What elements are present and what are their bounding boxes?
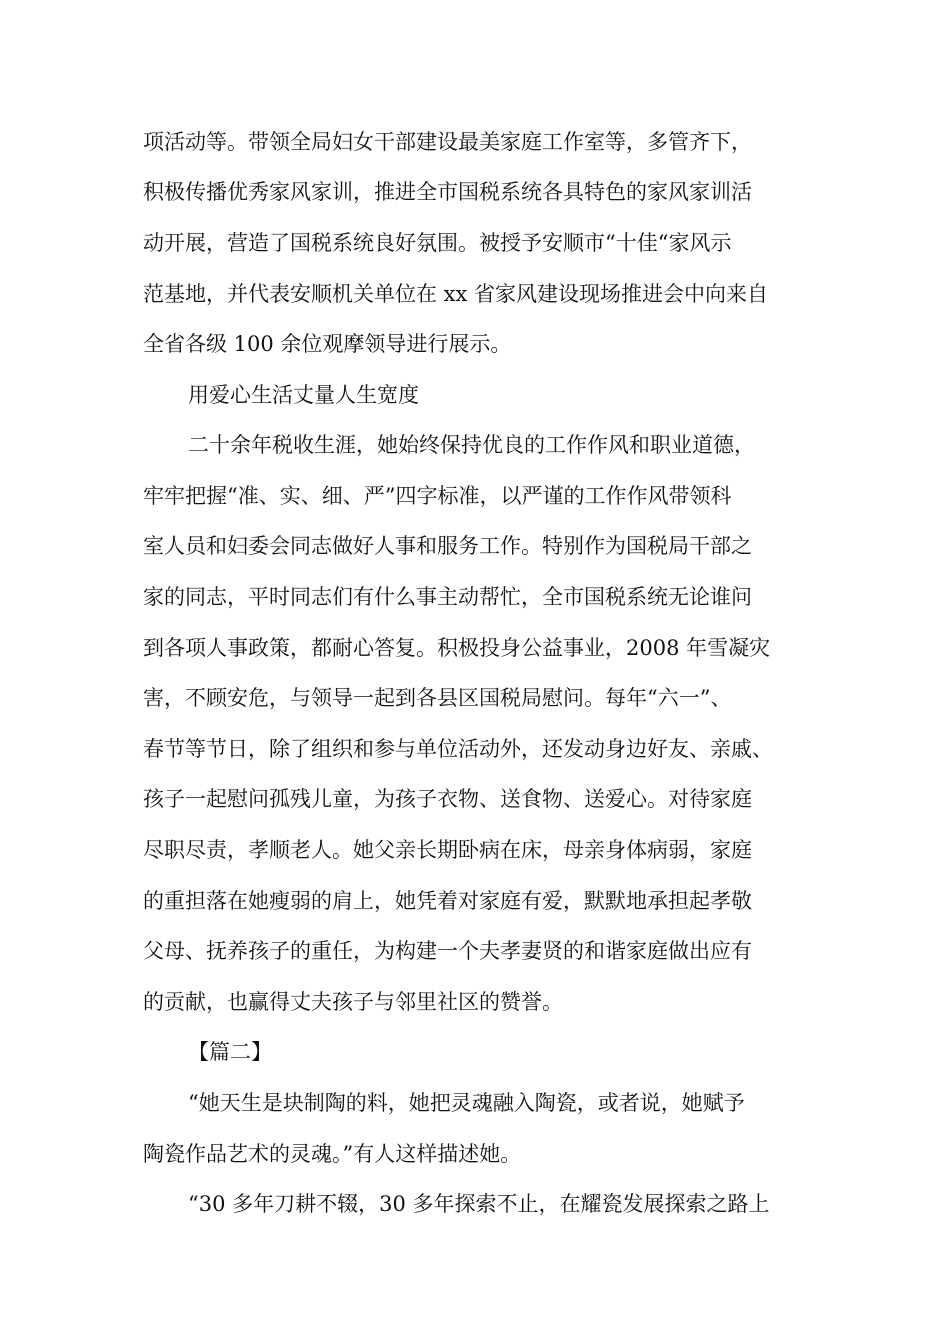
paragraph-line: 家的同志，平时同志们有什么事主动帮忙，全市国税系统无论谁问 (143, 585, 752, 609)
paragraph-line: 全省各级 100 余位观摩领导进行展示。 (143, 332, 512, 356)
paragraph-line: 牢牢把握“准、实、细、严”四字标准，以严谨的工作作风带领科 (143, 484, 732, 508)
paragraph-line: 尽职尽责，孝顺老人。她父亲长期卧病在床，母亲身体病弱，家庭 (143, 838, 752, 862)
section-heading: 用爱心生活丈量人生宽度 (188, 383, 419, 407)
paragraph-line: 害，不顾安危，与领导一起到各县区国税局慰问。每年“六一”、 (143, 686, 732, 710)
paragraph-line: “30 多年刀耕不辍，30 多年探索不止，在耀瓷发展探索之路上 (188, 1192, 770, 1216)
paragraph-line: 动开展，营造了国税系统良好氛围。被授予安顺市“十佳“家风示 (143, 231, 732, 255)
paragraph-line: “她天生是块制陶的料，她把灵魂融入陶瓷，或者说，她赋予 (188, 1091, 745, 1115)
paragraph-line: 积极传播优秀家风家训，推进全市国税系统各具特色的家风家训活 (143, 180, 752, 204)
paragraph-line: 项活动等。带领全局妇女干部建设最美家庭工作室等，多管齐下， (143, 130, 752, 154)
paragraph-line: 父母、抚养孩子的重任，为构建一个夫孝妻贤的和谐家庭做出应有 (143, 939, 752, 963)
paragraph-line: 孩子一起慰问孤残儿童，为孩子衣物、送食物、送爱心。对待家庭 (143, 787, 752, 811)
paragraph-line: 二十余年税收生涯，她始终保持优良的工作作风和职业道德， (188, 433, 755, 457)
paragraph-line: 的重担落在她瘦弱的肩上，她凭着对家庭有爱，默默地承担起孝敬 (143, 889, 752, 913)
paragraph-line: 的贡献，也赢得丈夫孩子与邻里社区的赞誉。 (143, 990, 563, 1014)
paragraph-line: 室人员和妇委会同志做好人事和服务工作。特别作为国税局干部之 (143, 534, 752, 558)
paragraph-line: 陶瓷作品艺术的灵魂。”有人这样描述她。 (143, 1142, 522, 1166)
paragraph-line: 春节等节日，除了组织和参与单位活动外，还发动身边好友、亲戚、 (143, 737, 773, 761)
section-heading: 【篇二】 (188, 1040, 272, 1064)
paragraph-line: 范基地，并代表安顺机关单位在 xx 省家风建设现场推进会中向来自 (143, 282, 769, 306)
paragraph-line: 到各项人事政策，都耐心答复。积极投身公益事业，2008 年雪凝灾 (143, 636, 771, 660)
